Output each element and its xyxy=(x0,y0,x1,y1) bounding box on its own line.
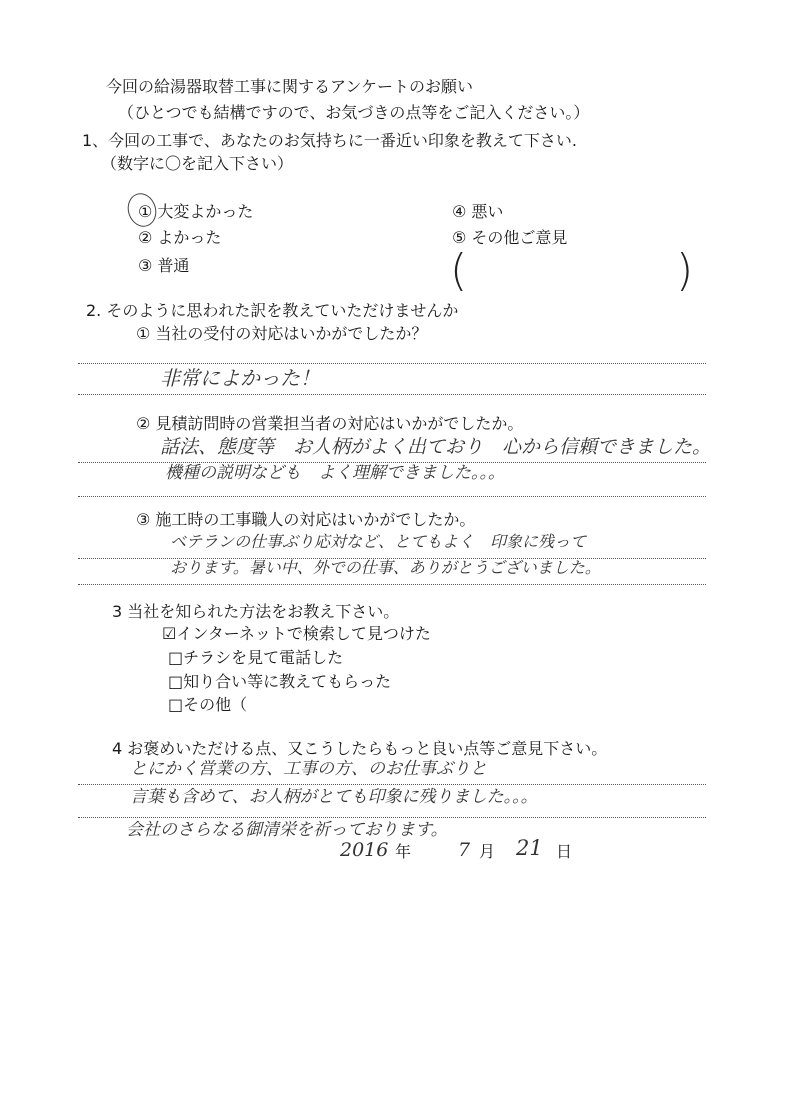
q2-sub1: ① 当社の受付の対応はいかがでしたか？ xyxy=(136,324,428,343)
q3-option-flyer: □チラシを見て電話した xyxy=(168,648,344,667)
date-year: 2016 xyxy=(340,839,389,861)
q1-question: 1、今回の工事で、あなたのお気持ちに一番近い印象を教えて下さい. xyxy=(82,131,577,150)
q2-answer-1: 非常によかった！ xyxy=(160,366,320,390)
date-month: 7 xyxy=(458,839,471,861)
q2-question: 2. そのように思われた訳を教えていただけませんか xyxy=(86,301,459,320)
divider-line xyxy=(78,784,706,785)
q4-answer-line-1: とにかく営業の方、工事の方、のお仕事ぶりと xyxy=(130,759,487,779)
q2-answer-3-line-2: おります。暑い中、外での仕事、ありがとうございました。 xyxy=(170,558,601,577)
q3-option-internet: ☑インターネットで検索して見つけた xyxy=(162,624,431,643)
q1-option-1: ① 大変よかった xyxy=(138,202,254,221)
q1-option-3: ③ 普通 xyxy=(138,256,190,275)
date-day: 21 xyxy=(516,836,543,860)
q1-option-5: ⑤ その他ご意見 xyxy=(452,228,568,247)
divider-line xyxy=(78,363,706,364)
q2-answer-2-line-1: 話法、態度等 お人柄がよく出ており 心から信頼できました。 xyxy=(160,436,712,458)
divider-line xyxy=(78,584,706,585)
q3-option-other: □その他（ xyxy=(168,695,248,714)
date-month-label: 月 xyxy=(479,842,496,861)
q1-option-2: ② よかった xyxy=(138,228,222,247)
survey-title: 今回の給湯器取替工事に関するアンケートのお願い xyxy=(106,77,474,96)
q1-instruction: （数字に〇を記入下さい） xyxy=(101,154,294,173)
date-day-label: 日 xyxy=(556,842,573,861)
q2-answer-2-line-2: 機種の説明なども よく理解できました。。。 xyxy=(165,463,505,483)
q1-option-4: ④ 悪い xyxy=(452,202,504,221)
q3-option-referral: □知り合い等に教えてもらった xyxy=(168,672,392,691)
q2-answer-3-line-1: ベテランの仕事ぶり応対など、とてもよく 印象に残って xyxy=(170,532,587,551)
q4-answer-line-3: 会社のさらなる御清栄を祈っております。 xyxy=(126,820,448,840)
divider-line xyxy=(78,394,706,395)
q2-sub3: ③ 施工時の工事職人の対応はいかがでしたか。 xyxy=(136,510,476,529)
q2-sub2: ② 見積訪問時の営業担当者の対応はいかがでしたか。 xyxy=(136,414,524,433)
q1-paren-open: ( xyxy=(450,245,468,296)
q1-paren-close: ) xyxy=(676,245,694,296)
divider-line xyxy=(78,817,706,818)
divider-line xyxy=(78,496,706,497)
q3-question: 3 当社を知られた方法をお教え下さい。 xyxy=(112,602,400,621)
q4-question: 4 お褒めいただける点、又こうしたらもっと良い点等ご意見下さい。 xyxy=(112,739,608,758)
survey-subtitle: （ひとつでも結構ですので、お気づきの点等をご記入ください。） xyxy=(118,103,590,122)
q4-answer-line-2: 言葉も含めて、お人柄がとても印象に残りました。。。 xyxy=(130,787,538,807)
date-year-label: 年 xyxy=(395,842,412,861)
